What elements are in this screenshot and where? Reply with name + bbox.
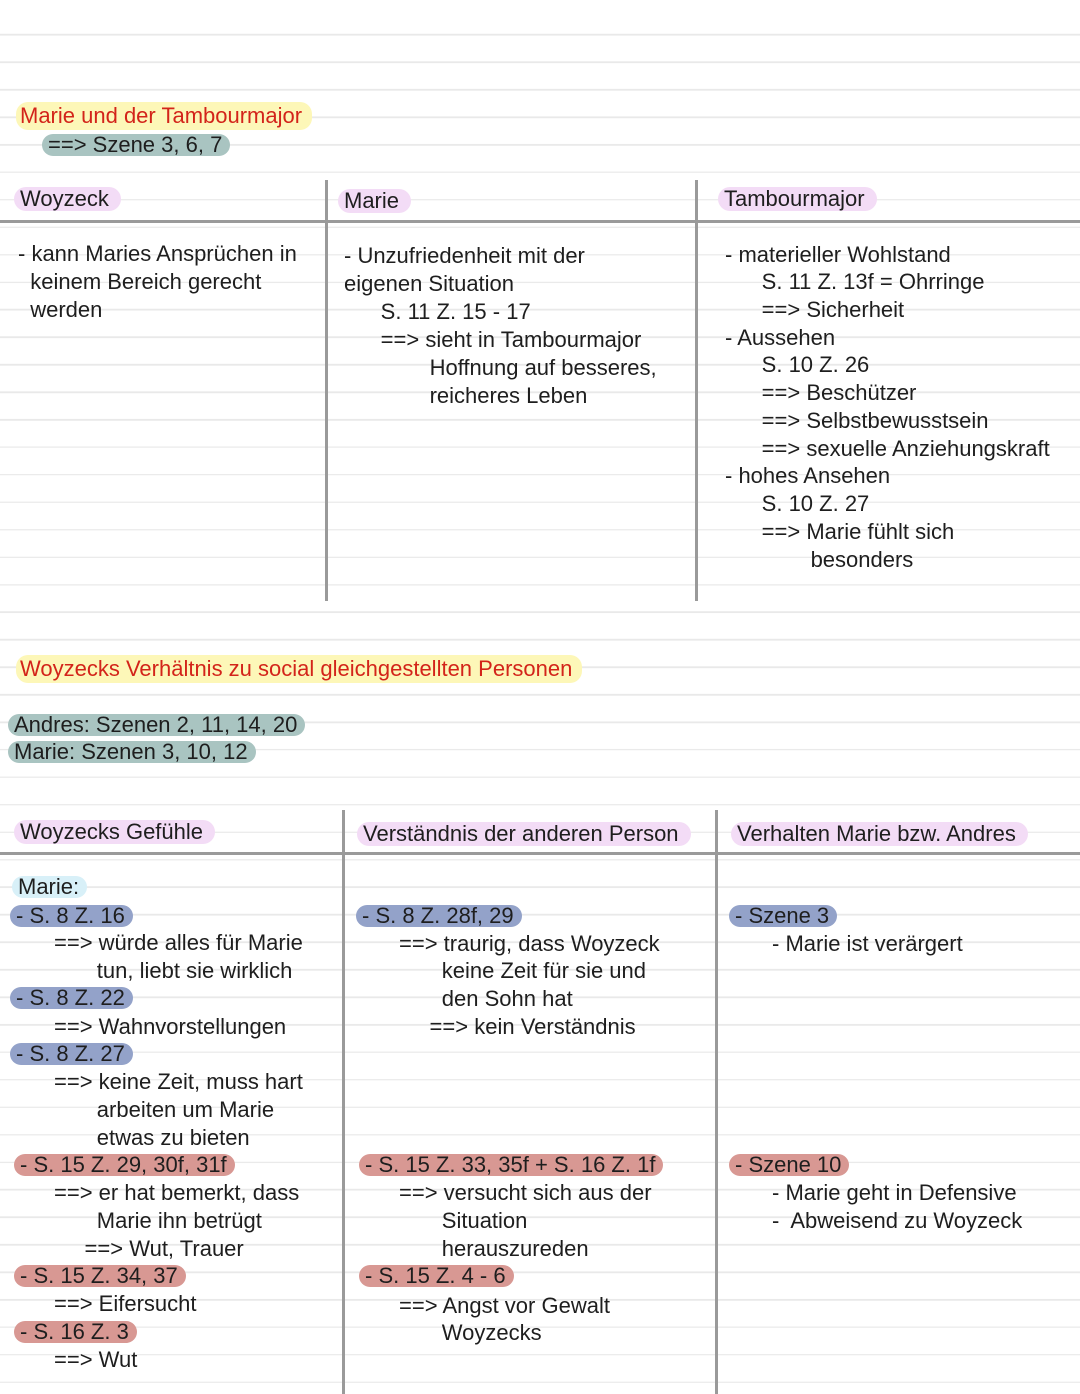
note-line: S. 10 Z. 27 <box>725 491 870 516</box>
note-line: eigenen Situation <box>344 271 515 296</box>
note-line: - materieller Wohlstand <box>725 242 951 267</box>
note-line: ==> traurig, dass Woyzeck <box>399 931 660 956</box>
note-line: ==> Wut <box>54 1347 138 1372</box>
column-header-verstaendnis: Verständnis der anderen Person <box>357 822 691 846</box>
note-line: S. 11 Z. 15 - 17 <box>344 299 531 324</box>
note-line: ==> Sicherheit <box>725 297 905 322</box>
reference-tag: - S. 8 Z. 27 <box>10 1043 133 1065</box>
note-line: ==> Angst vor Gewalt <box>399 1293 610 1318</box>
note-line: - Unzufriedenheit mit der <box>344 243 585 268</box>
note-line: - Abweisend zu Woyzeck <box>772 1208 1023 1233</box>
column-header-marie: Marie <box>338 189 411 213</box>
section1-column-divider-1 <box>325 180 328 601</box>
note-line: besonders <box>725 547 914 572</box>
note-line: tun, liebt sie wirklich <box>54 958 293 983</box>
note-line: reicheres Leben <box>344 383 588 408</box>
note-line: arbeiten um Marie <box>54 1097 275 1122</box>
note-line: Woyzecks <box>399 1320 542 1345</box>
note-line: S. 11 Z. 13f = Ohrringe <box>725 269 985 294</box>
note-line: ==> sexuelle Anziehungskraft <box>725 436 1050 461</box>
section1-scene-reference: ==> Szene 3, 6, 7 <box>42 134 230 156</box>
note-line: den Sohn hat <box>399 986 573 1011</box>
note-line: keinem Bereich gerecht <box>18 269 262 294</box>
note-line: ==> Marie fühlt sich <box>725 519 955 544</box>
reference-tag: - S. 8 Z. 28f, 29 <box>356 905 522 927</box>
section1-title: Marie und der Tambourmajor <box>16 102 312 130</box>
section2-header-divider <box>0 852 1080 855</box>
note-line: ==> Beschützer <box>725 380 917 405</box>
reference-tag: - S. 8 Z. 16 <box>10 905 133 927</box>
note-line: ==> versucht sich aus der <box>399 1180 652 1205</box>
note-line: Hoffnung auf besseres, <box>344 355 657 380</box>
note-line: keine Zeit für sie und <box>399 958 647 983</box>
reference-tag: - S. 15 Z. 34, 37 <box>14 1265 186 1287</box>
note-line: ==> Eifersucht <box>54 1291 197 1316</box>
note-line: ==> er hat bemerkt, dass <box>54 1180 300 1205</box>
column-header-verhalten: Verhalten Marie bzw. Andres <box>731 822 1028 846</box>
section1-header-divider <box>0 220 1080 223</box>
note-line: - Marie geht in Defensive <box>772 1180 1017 1205</box>
column-header-woyzeck: Woyzeck <box>14 187 121 211</box>
section2-column-divider-2 <box>715 810 718 1394</box>
note-line: Situation <box>399 1208 528 1233</box>
reference-tag: - S. 15 Z. 29, 30f, 31f <box>14 1154 235 1176</box>
note-line: - kann Maries Ansprüchen in <box>18 241 297 266</box>
note-line: ==> kein Verständnis <box>399 1014 636 1039</box>
marie-scene-reference: Marie: Szenen 3, 10, 12 <box>8 741 256 763</box>
note-line: S. 10 Z. 26 <box>725 352 870 377</box>
reference-tag: - S. 8 Z. 22 <box>10 987 133 1009</box>
column-header-tambourmajor: Tambourmajor <box>718 187 877 211</box>
note-line: - hohes Ansehen <box>725 463 891 488</box>
section2-column-divider-1 <box>342 810 345 1394</box>
section2-title: Woyzecks Verhältnis zu social gleichgestellten Personen <box>16 655 582 683</box>
note-line: ==> keine Zeit, muss hart <box>54 1069 303 1094</box>
note-line: ==> würde alles für Marie <box>54 930 303 955</box>
note-line: ==> Selbstbewusstsein <box>725 408 989 433</box>
note-line: herauszureden <box>399 1236 589 1261</box>
andres-scene-reference: Andres: Szenen 2, 11, 14, 20 <box>8 714 305 736</box>
note-line: ==> Wahnvorstellungen <box>54 1014 287 1039</box>
reference-tag: - S. 15 Z. 33, 35f + S. 16 Z. 1f <box>359 1154 663 1176</box>
marie-subheading: Marie: <box>12 876 87 898</box>
column-header-woyzecks-gefuehle: Woyzecks Gefühle <box>14 820 215 844</box>
reference-tag: - Szene 10 <box>729 1154 849 1176</box>
note-line: Marie ihn betrügt <box>54 1208 262 1233</box>
section1-column-divider-2 <box>695 180 698 601</box>
note-line: ==> sieht in Tambourmajor <box>344 327 642 352</box>
note-line: - Marie ist verärgert <box>772 931 963 956</box>
reference-tag: - S. 15 Z. 4 - 6 <box>359 1265 514 1287</box>
reference-tag: - Szene 3 <box>729 905 837 927</box>
reference-tag: - S. 16 Z. 3 <box>14 1321 137 1343</box>
note-line: etwas zu bieten <box>54 1125 250 1150</box>
note-line: werden <box>18 297 103 322</box>
note-line: - Aussehen <box>725 325 836 350</box>
note-line: ==> Wut, Trauer <box>54 1236 244 1261</box>
